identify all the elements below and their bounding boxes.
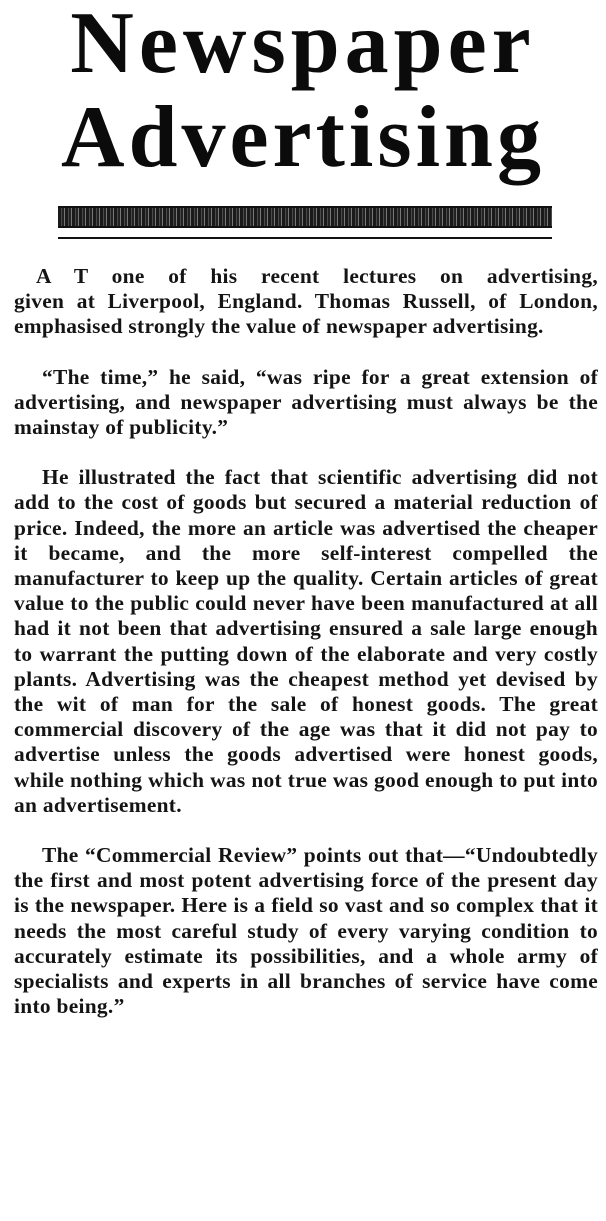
paragraph-1-text: given at Liverpool, England. Thomas Russell, of London, emphasised strongly the value of newspaper advertising. (14, 289, 598, 339)
article-paragraph-2: “The time,” he said, “was ripe for a great extension of advertising, and newspaper advertising must always be the mainstay of publicity.” (14, 364, 598, 440)
article-paragraph-1 (14, 264, 598, 340)
headline (0, 0, 606, 184)
thick-rule-divider (58, 206, 552, 228)
article-paragraph-3: He illustrated the fact that scientific advertising did not add to the cost of goods but secured a material reduction of price. Indeed, the more an article was advertised the cheaper it became, and the more self-interest compelled the manufacturer to keep up the quality. Certain articles of great value to the public could never have been manufactured at all had it not been that advertising ensured a sale large enough to warrant the putting down of the elaborate and very costly plants. Advertising was the cheapest method yet devised by the wit of man for the sale of honest goods. The great commercial discovery of the age was that it did not pay to advertise unless the goods advertised were honest goods, while nothing which was not true was good enough to put into an advertisement. (14, 465, 598, 817)
decorative-rule (58, 206, 552, 239)
headline-line-1: Newspaper (70, 0, 536, 92)
lead-line: A T one of his recent lectures on advertising, (36, 264, 598, 288)
thin-rule-divider (58, 237, 552, 239)
headline-line-2: Advertising (61, 89, 545, 186)
article-body (14, 264, 598, 1044)
article-paragraph-4: The “Commercial Review” points out that—“Undoubtedly the first and most potent advertising force of the present day is the newspaper. Here is a field so vast and so complex that it needs the most careful study of every varying condition to accurately estimate its possibilities, and a whole army of specialists and experts in all branches of service have come into being.” (14, 843, 598, 1019)
